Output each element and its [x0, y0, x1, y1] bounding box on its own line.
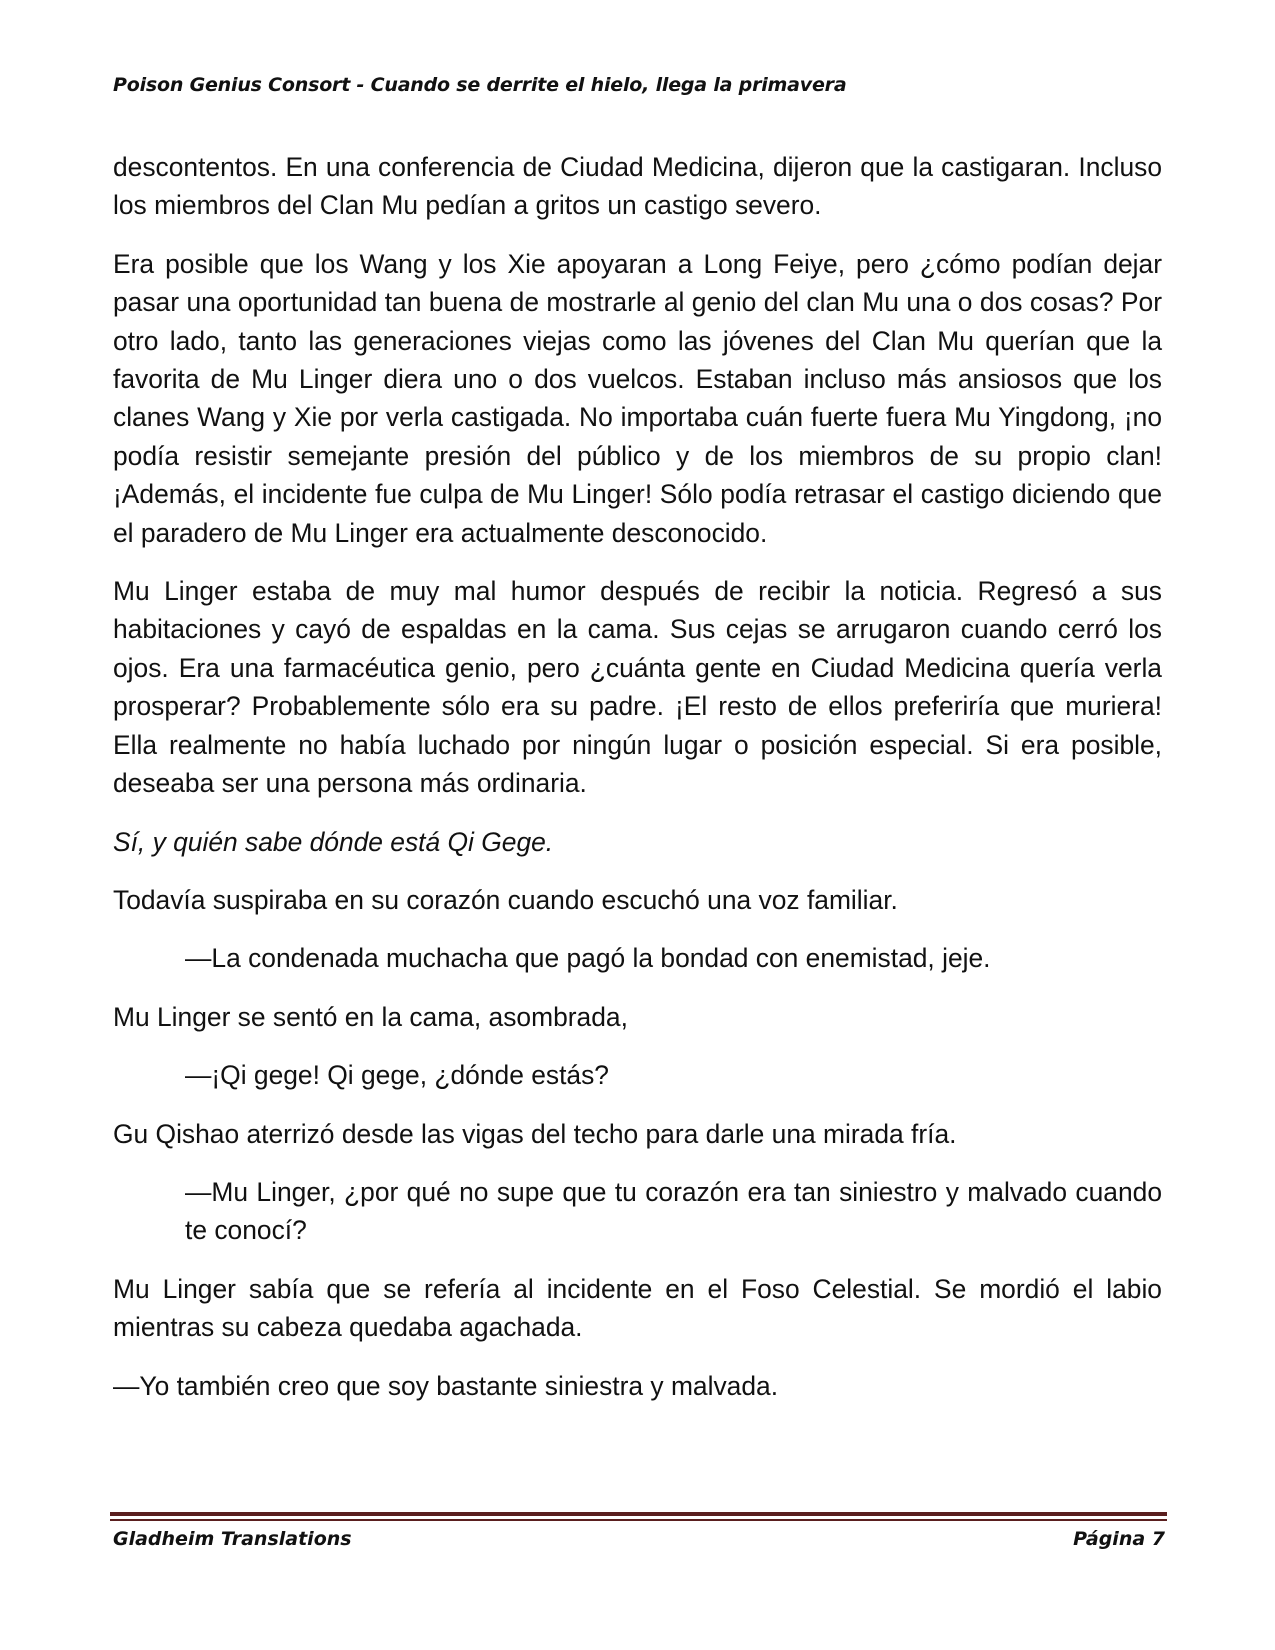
paragraph: Todavía suspiraba en su corazón cuando escuchó una voz familiar. [113, 884, 898, 915]
footer-publisher: Gladheim Translations [113, 1528, 352, 1550]
running-header: Poison Genius Consort - Cuando se derrite el hielo, llega la primavera [113, 74, 847, 96]
page-number: Página 7 [1073, 1528, 1165, 1550]
footer-rule [110, 1512, 1167, 1516]
paragraph: Era posible que los Wang y los Xie apoyaran a Long Feiye, pero ¿cómo podían dejar pasar una oportunidad tan buena de mostrarle al genio del clan Mu una o dos cosas? Por otro lado, tanto las generaciones viejas como las jóvenes del Clan Mu querían que la favorita de Mu Linger diera uno o dos vuelcos. Estaban incluso más ansiosos que los clanes Wang y Xie por verla castigada. No importaba cuán fuerte fuera Mu Yingdong, ¡no podía resistir semejante presión del público y de los miembros de su propio clan! ¡Además, el incidente fue culpa de Mu Linger! Sólo podía retrasar el castigo diciendo que el paradero de Mu Linger era actualmente desconocido. [113, 248, 1162, 548]
paragraph: Gu Qishao aterrizó desde las vigas del techo para darle una mirada fría. [113, 1118, 957, 1149]
paragraph: descontentos. En una conferencia de Ciudad Medicina, dijeron que la castigaran. Incluso los miembros del Clan Mu pedían a gritos un castigo severo. [113, 152, 1162, 221]
dialogue-line: —¡Qi gege! Qi gege, ¿dónde estás? [185, 1060, 609, 1091]
paragraph: Mu Linger sabía que se refería al incidente en el Foso Celestial. Se mordió el labio mientras su cabeza quedaba agachada. [113, 1273, 1162, 1343]
body-text [113, 148, 1162, 1425]
italic-thought: Sí, y quién sabe dónde está Qi Gege. [113, 826, 554, 857]
footer-rule-secondary [110, 1519, 1167, 1521]
paragraph: Mu Linger se sentó en la cama, asombrada, [113, 1001, 628, 1032]
dialogue-line: —Mu Linger, ¿por qué no supe que tu corazón era tan siniestro y malvado cuando te conocí? [185, 1176, 1162, 1246]
paragraph: Mu Linger estaba de muy mal humor después de recibir la noticia. Regresó a sus habitaciones y cayó de espaldas en la cama. Sus cejas se arrugaron cuando cerró los ojos. Era una farmacéutica genio, pero ¿cuánta gente en Ciudad Medicina quería verla prosperar? Probablemente sólo era su padre. ¡El resto de ellos preferiría que muriera! Ella realmente no había luchado por ningún lugar o posición especial. Si era posible, deseaba ser una persona más ordinaria. [113, 576, 1162, 799]
dialogue-line: —La condenada muchacha que pagó la bondad con enemistad, jeje. [185, 943, 991, 974]
dialogue-line: —Yo también creo que soy bastante siniestra y malvada. [113, 1370, 779, 1401]
